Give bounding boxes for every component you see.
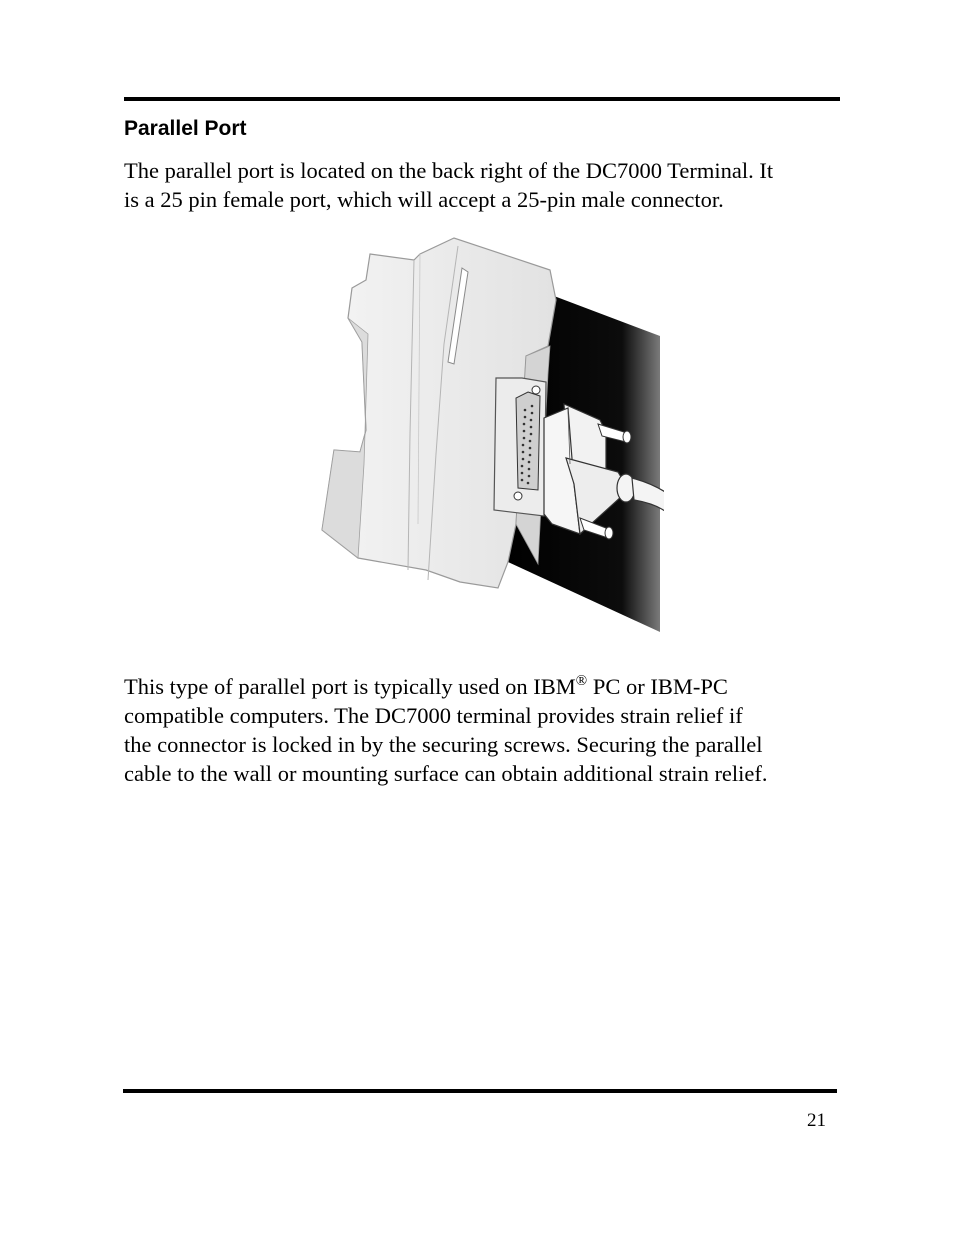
top-rule [124,97,840,101]
compat-line-2: compatible computers. The DC7000 terminal provides strain relief if [124,703,743,728]
intro-line-1: The parallel port is located on the back right of the DC7000 Terminal. It [124,158,774,183]
compat-line-4: cable to the wall or mounting surface can obtain additional strain relief. [124,761,768,786]
registered-mark: ® [575,673,588,689]
intro-line-2: is a 25 pin female port, which will accept a 25-pin male connector. [124,187,724,212]
intro-paragraph [124,156,773,214]
page-number: 21 [807,1110,826,1131]
compat-line-1b: PC or IBM-PC [587,674,728,699]
compat-line-1a: This type of parallel port is typically used on IBM [124,674,576,699]
section-heading: Parallel Port [124,117,247,140]
compatibility-paragraph [124,672,768,788]
compat-line-3: the connector is locked in by the securing screws. Securing the parallel [124,732,763,757]
bottom-rule [123,1089,837,1093]
parallel-port-illustration [318,234,664,634]
db25-female-port [494,378,546,516]
